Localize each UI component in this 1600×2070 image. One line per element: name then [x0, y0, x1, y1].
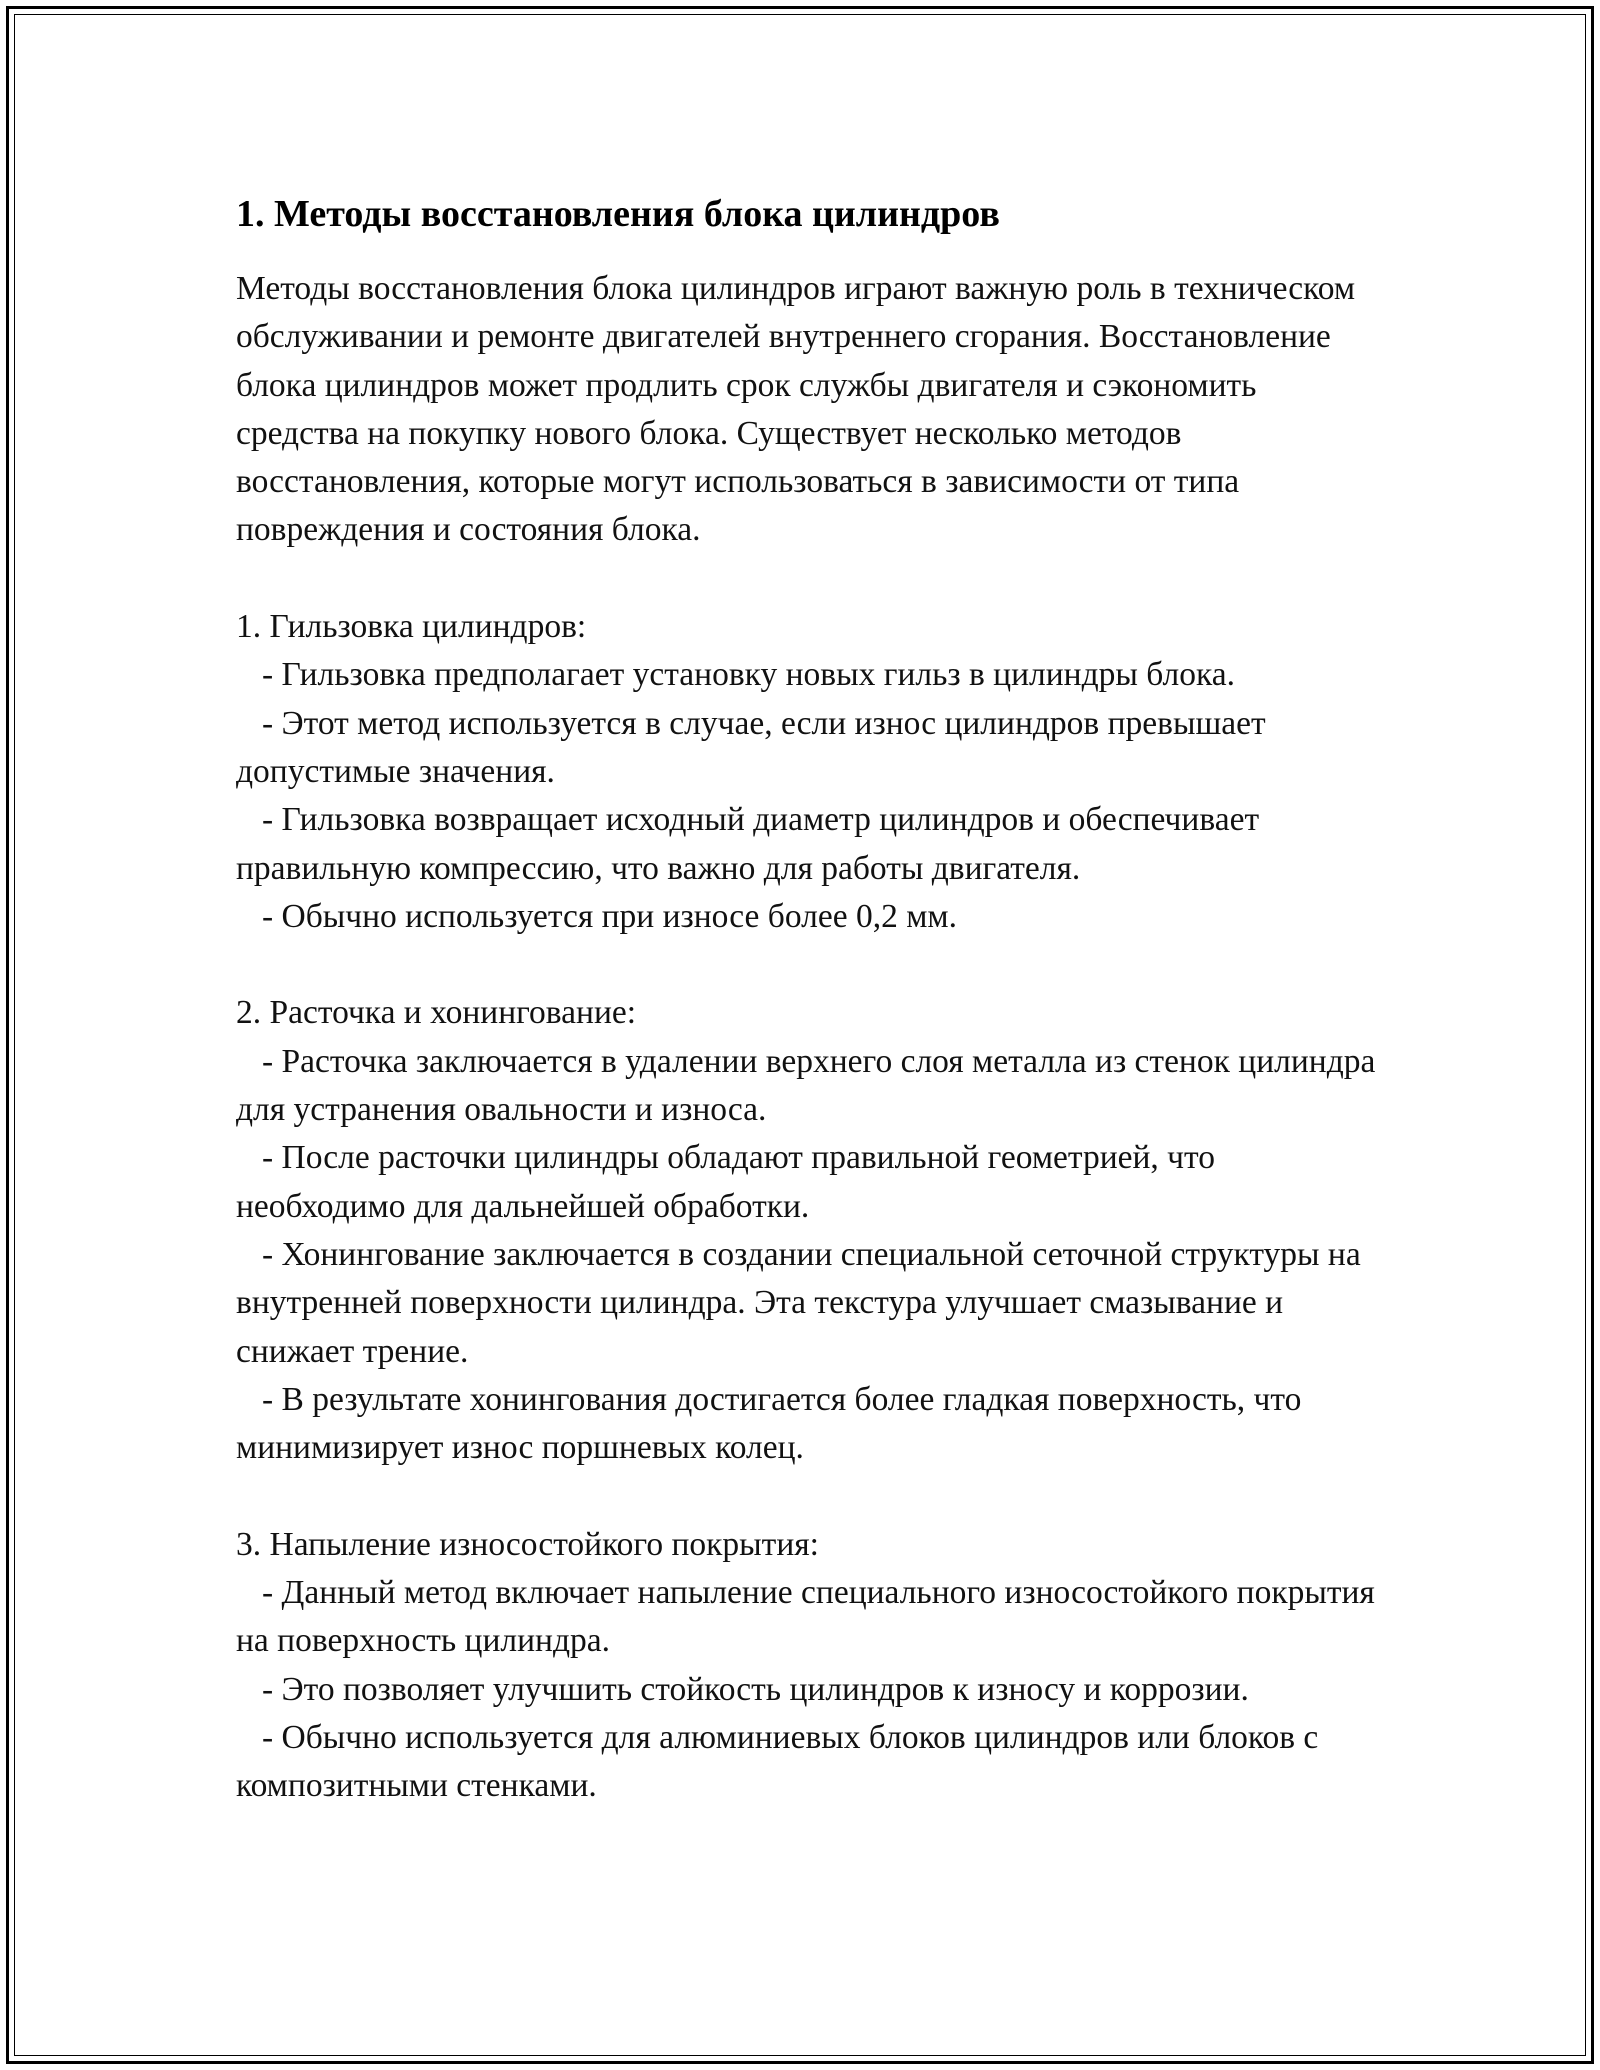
- intro-paragraph: Методы восстановления блока цилиндров играют важную роль в техническом обслуживании и ремонте двигателей внутреннего сгорания. Восстановление блока цилиндров может продлить срок службы двигателя и сэкономить средства на покупку нового блока. Существует несколько методов восстановления, которые могут использоваться в зависимости от типа повреждения и состояния блока.: [236, 270, 1356, 549]
- section-heading: 2. Расточка и хонингование:: [236, 994, 637, 1032]
- list-item: - Данный метод включает напыление специального износостойкого покрытия на поверхность цилиндра.: [236, 1574, 1375, 1660]
- section-sleeving: [236, 603, 1386, 941]
- list-item: - Хонингование заключается в создании специальной сеточной структуры на внутренней поверхности цилиндра. Эта текстура улучшает смазывание и снижает трение.: [236, 1235, 1361, 1370]
- section-coating: [236, 1521, 1386, 1811]
- list-item: - Расточка заключается в удалении верхнего слоя металла из стенок цилиндра для устранения овальности и износа.: [236, 1042, 1376, 1129]
- list-item: - Этот метод используется в случае, если износ цилиндров превышает допустимые значения.: [236, 704, 1266, 790]
- document-body: [236, 185, 1386, 1811]
- section-boring-honing: [236, 989, 1386, 1472]
- list-item: - Гильзовка предполагает установку новых гильз в цилиндры блока.: [262, 656, 1235, 694]
- list-item: - Обычно используется для алюминиевых блоков цилиндров или блоков с композитными стенками.: [236, 1718, 1319, 1805]
- section-heading: 3. Напыление износостойкого покрытия:: [236, 1525, 819, 1563]
- list-item: - Гильзовка возвращает исходный диаметр цилиндров и обеспечивает правильную компрессию, что важно для работы двигателя.: [236, 801, 1260, 887]
- list-item: - В результате хонингования достигается более гладкая поверхность, что минимизирует износ поршневых колец.: [236, 1380, 1302, 1467]
- list-item: - Это позволяет улучшить стойкость цилиндров к износу и коррозии.: [262, 1670, 1249, 1708]
- list-item: - После расточки цилиндры обладают правильной геометрией, что необходимо для дальнейшей обработки.: [236, 1139, 1215, 1225]
- section-heading: 1. Гильзовка цилиндров:: [236, 608, 587, 646]
- document-title: 1. Методы восстановления блока цилиндров: [236, 193, 1000, 235]
- list-item: - Обычно используется при износе более 0,2 мм.: [262, 897, 957, 935]
